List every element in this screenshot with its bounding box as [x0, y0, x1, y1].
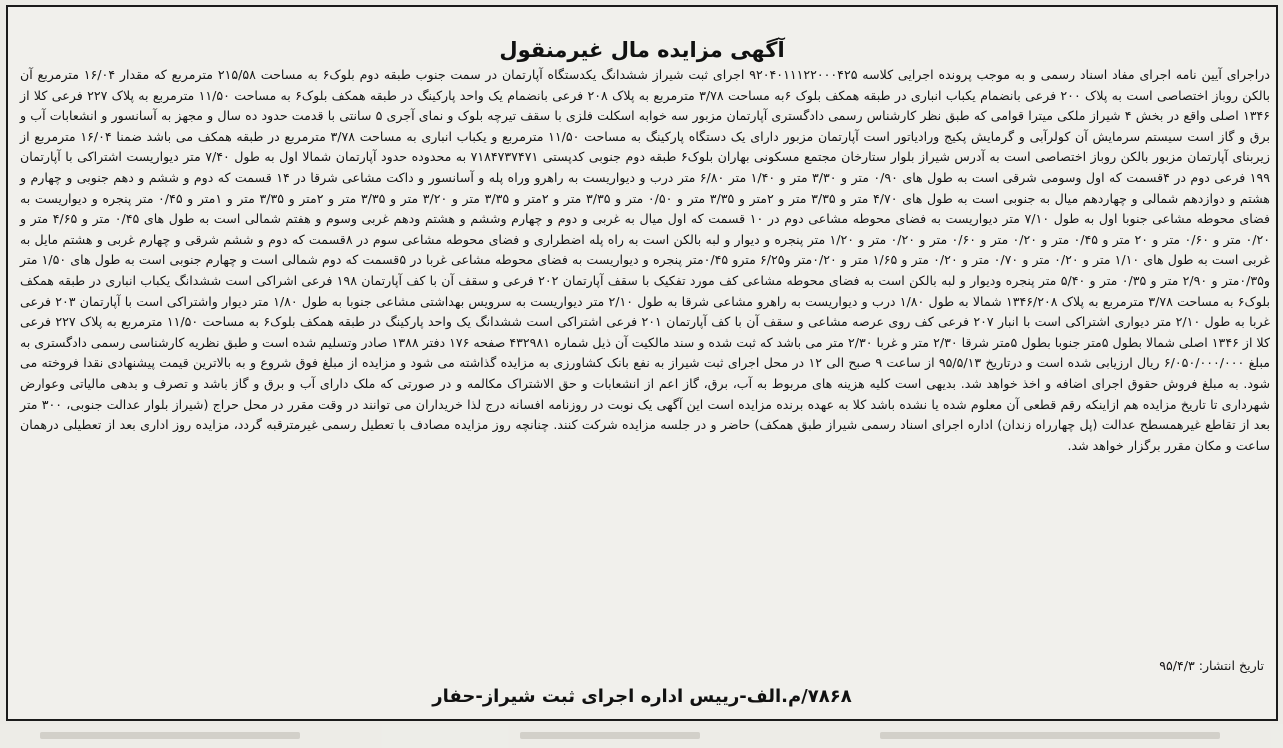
bleed-text-fragment	[40, 732, 300, 739]
notice-title: آگهی مزایده مال غیرمنقول	[499, 38, 785, 62]
page-bleed-strip	[0, 724, 1283, 748]
notice-body: دراجرای آیین نامه اجرای مفاد اسناد رسمی و به موجب پرونده اجرایی کلاسه ۹۲۰۴۰۱۱۱۲۲۰۰۰۴۲۵ اجرای ثبت شیراز ششدانگ یکدستگاه آپارتمان در سمت جنوب طبقه دوم بلوک۶ به مساحت ۲۱۵/۵۸ مترمربع که مقدار ۱۶/۰۴ مترمربع آن بالکن روباز اختصاصی است به پلاک ۲۰۰ فرعی بانضمام یکباب انباری در طبقه همکف بلوک ۶به مساحت ۳/۷۸ مترمربع به پلاک ۲۰۸ فرعی بانضمام یک واحد پارکینگ در طبقه همکف بلوک۶ به مساحت ۱۱/۵۰ مترمربع به پلاک ۲۲۷ فرعی کلا از ۱۳۴۶ اصلی واقع در بخش ۴ شیراز ملکی میترا قوامی که طبق نظر کارشناس رسمی دادگستری آپارتمان مزبور سه خوابه اسکلت فلزی با سقف تیرچه بلوک و نمای آجری ۵ سانتی با قدمت حدود ده سال و مجهز به آسانسور و انشعابات آب و برق و گاز است سیستم سرمایش آن کولرآبی و گرمایش پکیج ورادیاتور است آپارتمان مزبور دارای یک دستگاه پارکینگ به مساحت ۱۱/۵۰ مترمربع و یکباب انباری به مساحت ۳/۷۸ مترمربع در طبقه همکف می باشد ضمنا ۱۶/۰۴ مترمربع از زیربنای آپارتمان مزبور بالکن روباز اختصاصی است به آدرس شیراز بلوار ستارخان مجتمع مسکونی بهاران بلوک۶ طبقه دوم جنوبی کدپستی ۷۱۸۴۷۳۷۴۷۱ به محدوده حدود آپارتمان شمالا اول به طول ۷/۴۰ متر دیواریست اشتراکی با آپارتمان ۱۹۹ فرعی دوم در ۴قسمت که اول وسومی شرقی است به طول های ۰/۹۰ متر و ۳/۳۰ متر و ۱/۴۰ متر ۶/۸۰ متر درب و دیواریست به راهرو وراه پله و آسانسور و داکت مشاعی شرقا در ۱۴ قسمت که دوم و ششم و دهم جنوبی و چهارم و هشتم و دوازدهم شمالی و چهاردهم میال به جنوبی است به طول های ۴/۷۰ متر و ۳/۳۵ متر و ۲متر و ۳/۳۵ متر و ۰/۵۰ متر و ۳/۳۵ متر و ۲متر و ۳/۳۵ متر و ۳/۲۰ متر و ۳/۳۵ متر و ۲متر و ۳/۳۵ متر و ۱متر و ۰/۴۵ متر پنجره و دیواریست به فضای محوطه مشاعی جنوبا اول به طول ۷/۱۰ متر دیواریست به فضای محوطه مشاعی دوم در ۱۰ قسمت که اول میال به غربی و دوم و چهارم وششم و هشتم ودهم غربی وسوم و هفتم شمالی است به طول های ۰/۴۵ متر و ۴/۶۵ متر و ۰/۲۰ متر و ۰/۶۰ متر و ۲۰ متر و ۰/۴۵ متر و ۰/۲۰ متر و ۰/۶۰ متر و ۰/۲۰ متر و ۱/۲۰ متر پنجره و دیوار و لبه بالکن است به راه پله اضطراری و فضای محوطه مشاعی سوم در ۸قسمت که دوم و ششم شرقی و چهارم غربی و هشتم مایل به غربی است به طول های ۱/۱۰ متر و ۰/۲۰ متر و ۰/۷۰ متر و ۰/۲۰ متر و ۱/۶۵ متر و ۰/۲۰متر و۶/۲۵ مترو ۰/۴۵متر پنجره و دیواریست به فضای محوطه مشاعی غربا در ۵قسمت که دوم شمالی است و چهارم جنوبی است به طول های ۱/۵۰ متر و۰/۳۵متر و ۲/۹۰ متر و ۰/۳۵ متر و ۵/۴۰ متر پنجره ودیوار و لبه بالکن است به فضای محوطه مشاعی کف مورد تفکیک با سقف آپارتمان ۲۰۲ فرعی و سقف آن با کف آپارتمان ۱۹۸ فرعی اشراکی است ششدانگ یکباب انباری در طبقه همکف بلوک۶ به مساحت ۳/۷۸ مترمربع به پلاک ۱۳۴۶/۲۰۸ شمالا به طول ۱/۸۰ درب و دیواریست به راهرو مشاعی شرقا به طول ۲/۱۰ متر دیواریست به سرویس بهداشتی مشاعی جنوبا به طول ۱/۸۰ متر دیوار واشتراکی است با آپارتمان ۲۰۳ فرعی غربا به طول ۲/۱۰ متر دیواری اشتراکی است با انبار ۲۰۷ فرعی کف روی عرصه مشاعی و سقف آن با کف آپارتمان ۲۰۱ فرعی اشتراکی است ششدانگ یک واحد پارکینگ در طبقه همکف بلوک۶ به مساحت ۱۱/۵۰ مترمربع به پلاک ۲۲۷ فرعی کلا از ۱۳۴۶ اصلی شمالا بطول ۵متر جنوبا بطول ۵متر شرقا ۲/۳۰ متر و غربا ۲/۳۰ متر می باشد که ثبت شده و سند مالکیت آن ذیل شماره ۴۳۲۹۸۱ صفحه ۱۷۶ دفتر ۱۳۸۸ صادر وتسلیم شده است و طبق نظریه کارشناسی رسمی دادگستری به مبلغ ۶/۰۵۰/۰۰۰/۰۰۰ ریال ارزیابی شده است و درتاریخ ۹۵/۵/۱۳ از ساعت ۹ صبح الی ۱۲ در محل اجرای ثبت شیراز به نفع بانک کشاورزی به مزایده گذاشته می شود و مزایده از مبلغ فوق شروع و به بالاترین قیمت پیشنهادی نقدا فروخته می شود. به مبلغ فروش حقوق اجرای اضافه و اخذ خواهد شد. بدیهی است کلیه هزینه های مربوط به آب، برق، گاز اعم از انشعابات و حق الاشتراک مکالمه و در صورتی که ملک دارای آب و برق و گاز باشد و تصرف و بدهی مالیاتی وعوارض شهرداری تا تاریخ مزایده هم ازاینکه رقم قطعی آن معلوم شده یا نشده باشد کلا به عهده برنده مزایده است این آگهی یک نوبت در روزنامه افسانه درج لذا خریداران می توانند در وقت مقرر در محل حراج (شیراز بلوار عدالت جنوبی، ۳۰۰ متر بعد از تقاطع غیرهمسطح عدالت (پل چهارراه زندان) اداره اجرای اسناد رسمی شیراز طبق همکف) حاضر و در جلسه مزایده شرکت کنند. چنانچه روز مزایده مصادف با تعطیل رسمی غیرمترقبه گردد، مزایده روز اداری بعد از تعطیلی درهمان ساعت و مکان مقرر برگزار خواهد شد.	[20, 67, 1271, 453]
bleed-text-fragment	[520, 732, 700, 739]
notice-signature: ۷۸۶۸/م.الف-رییس اداره اجرای ثبت شیراز-حفار	[432, 686, 852, 707]
publish-date: تاریخ انتشار: ۹۵/۴/۳	[1159, 658, 1264, 673]
auction-notice-box	[6, 5, 1278, 721]
bleed-text-fragment	[880, 732, 1220, 739]
